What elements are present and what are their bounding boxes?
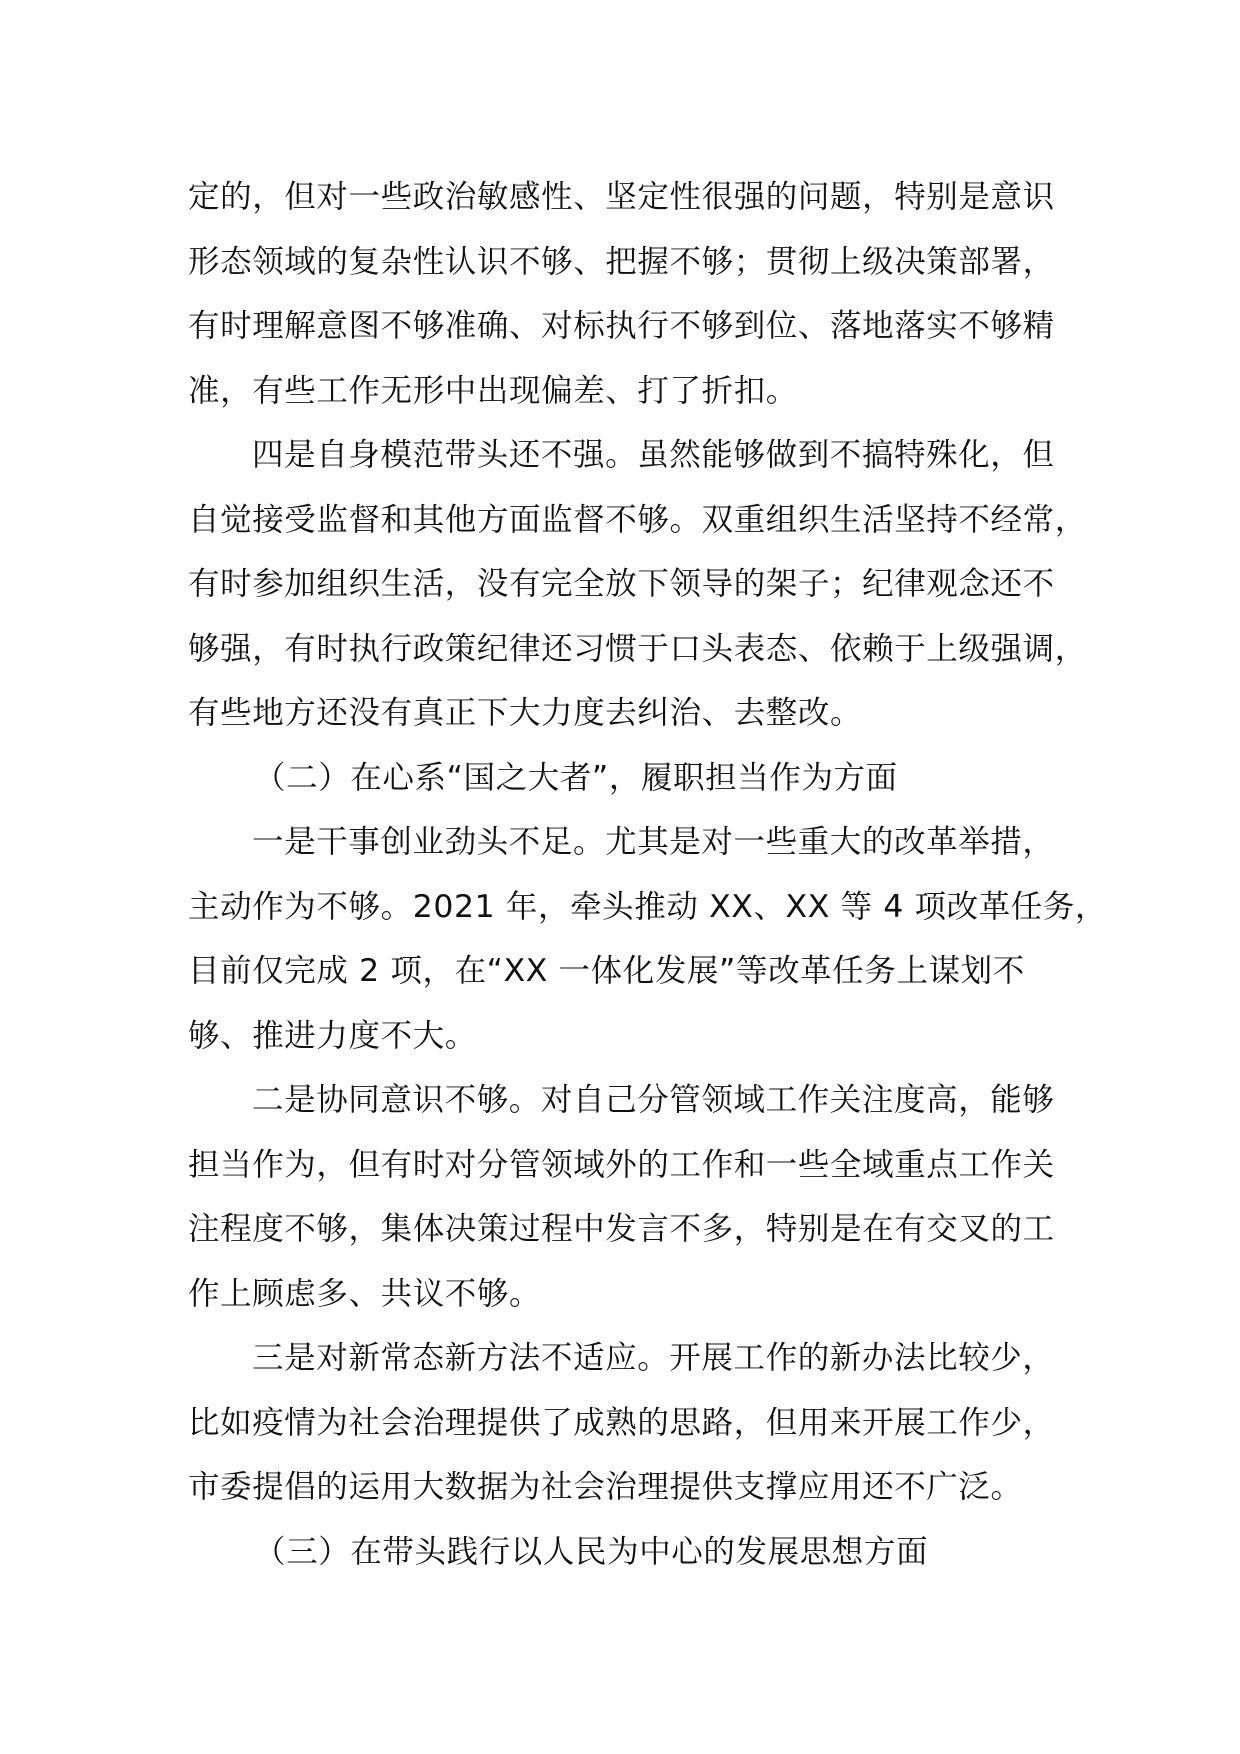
paragraph-line: 市委提倡的运用大数据为社会治理提供支撑应用还不广泛。 — [188, 1469, 1023, 1505]
paragraph-line: 准，有些工作无形中出现偏差、打了折扣。 — [188, 372, 798, 409]
section-heading: （三）在带头践行以人民为中心的发展思想方面 — [254, 1533, 929, 1570]
paragraph-first-line: 三是对新常态新方法不适应。开展工作的新办法比较少， — [252, 1340, 1055, 1376]
paragraph-line: 目前仅完成 2 项，在“XX 一体化发展”等改革任务上谋划不 — [188, 953, 1025, 989]
paragraph-line: 有时参加组织生活，没有完全放下领导的架子；纪律观念还不 — [188, 566, 1055, 602]
paragraph-line: 有时理解意图不够准确、对标执行不够到位、落地落实不够精 — [188, 308, 1055, 344]
paragraph-line: 主动作为不够。2021 年，牵头推动 XX、XX 等 4 项改革任务， — [188, 888, 1108, 925]
paragraph-line: 形态领域的复杂性认识不够、把握不够；贯彻上级决策部署， — [188, 243, 1055, 280]
paragraph-line: 比如疫情为社会治理提供了成熟的思路，但用来开展工作少， — [188, 1404, 1055, 1441]
document-body — [188, 165, 1108, 1584]
paragraph-line: 作上顾虑多、共议不够。 — [188, 1275, 542, 1312]
section-heading: （二）在心系“国之大者”，履职担当作为方面 — [254, 759, 898, 796]
paragraph-first-line: 一是干事创业劲头不足。尤其是对一些重大的改革举措， — [252, 824, 1055, 860]
paragraph-line: 够强，有时执行政策纪律还习惯于口头表态、依赖于上级强调， — [188, 630, 1087, 667]
paragraph-first-line: 二是协同意识不够。对自己分管领域工作关注度高，能够 — [252, 1082, 1055, 1118]
paragraph-line: 注程度不够，集体决策过程中发言不多，特别是在有交叉的工 — [188, 1211, 1055, 1247]
paragraph-line: 自觉接受监督和其他方面监督不够。双重组织生活坚持不经常， — [188, 501, 1087, 538]
paragraph-first-line: 四是自身模范带头还不强。虽然能够做到不搞特殊化，但 — [252, 437, 1055, 473]
paragraph-line: 够、推进力度不大。 — [188, 1017, 477, 1054]
paragraph-line: 定的，但对一些政治敏感性、坚定性很强的问题，特别是意识 — [188, 179, 1055, 215]
paragraph-line: 担当作为，但有时对分管领域外的工作和一些全域重点工作关 — [188, 1146, 1055, 1183]
paragraph-line: 有些地方还没有真正下大力度去纠治、去整改。 — [188, 695, 863, 731]
